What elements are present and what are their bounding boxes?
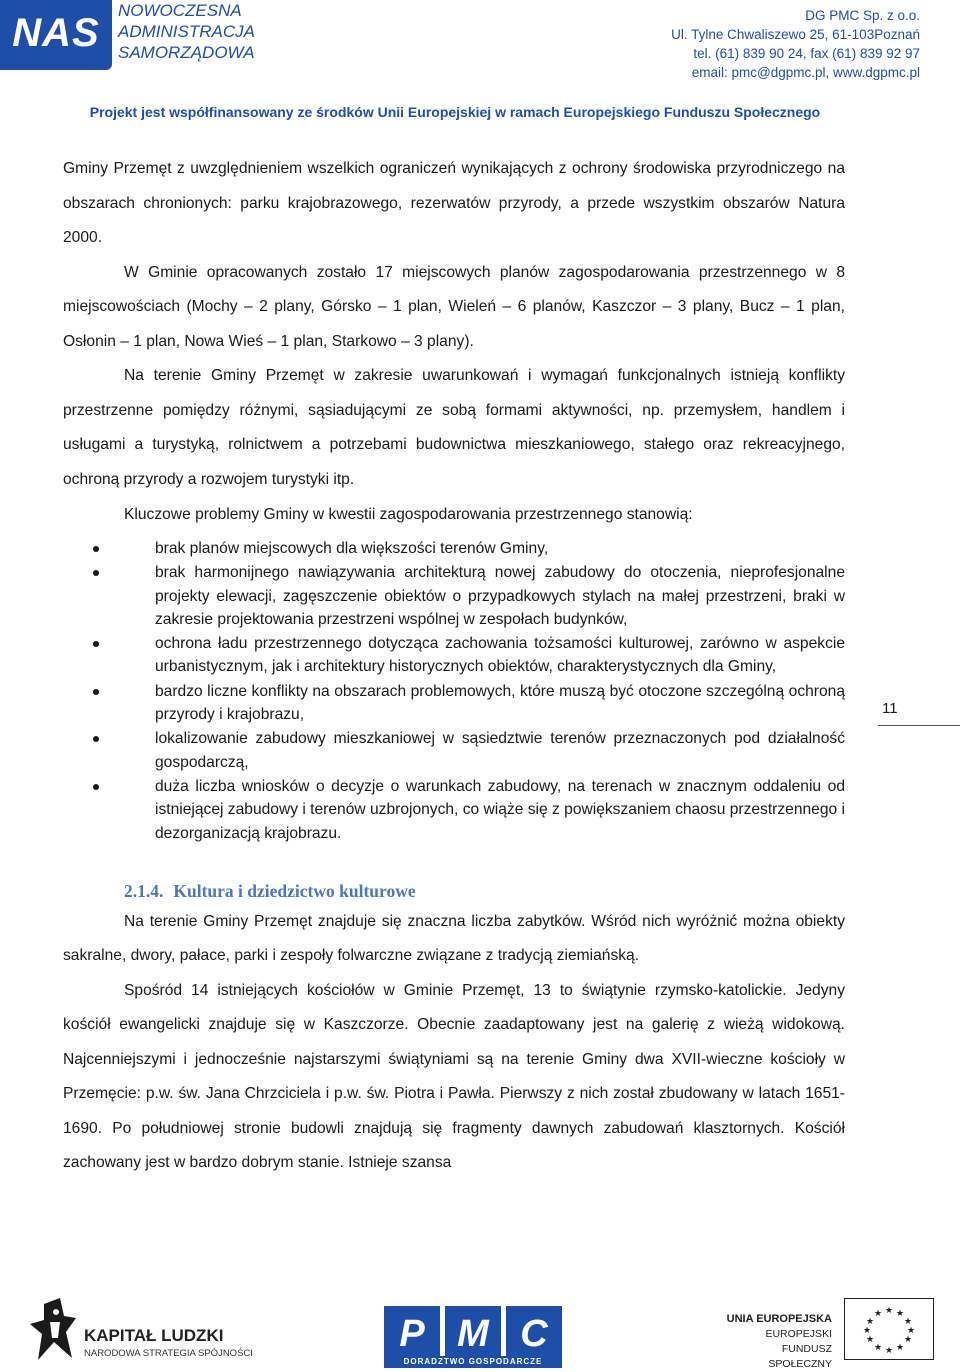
list-item <box>155 632 845 679</box>
nas-logo-text <box>118 0 318 63</box>
kapital-ludzki-title: KAPITAŁ LUDZKI <box>84 1326 224 1345</box>
pmc-subtitle: DORADZTWO GOSPODARCZE <box>384 1356 562 1368</box>
bullet-icon <box>93 570 99 576</box>
nas-logo-line: NOWOCZESNA <box>118 1 242 20</box>
svg-text:★: ★ <box>884 1346 894 1356</box>
svg-text:★: ★ <box>895 1309 905 1319</box>
bullet-icon <box>93 784 99 790</box>
page-number: 11 <box>878 700 960 726</box>
list-item <box>155 727 845 774</box>
section-number: 2.1.4. <box>124 880 164 901</box>
pmc-logo-m: M <box>457 1313 489 1355</box>
list-item-text: ochrona ładu przestrzennego dotycząca zachowania tożsamości kulturowej, zarówno w aspekcie urbanistycznym, jak i architektury historycznych obiektów, charakterystycznych dla Gminy, <box>155 635 845 676</box>
list-item <box>155 775 845 845</box>
pmc-logo-c: C <box>520 1313 548 1355</box>
svg-text:★: ★ <box>873 1309 883 1319</box>
bullet-icon <box>93 736 99 742</box>
pmc-logo <box>384 1306 562 1368</box>
section-title: Kultura i dziedzictwo kulturowe <box>173 880 416 901</box>
company-address: Ul. Tylne Chwaliszewo 25, 61-103Poznań <box>671 27 920 42</box>
svg-text:★: ★ <box>873 1343 883 1353</box>
svg-text:★: ★ <box>884 1306 894 1316</box>
svg-text:★: ★ <box>895 1343 905 1353</box>
nas-logo: NAS <box>0 0 112 70</box>
nas-logo-line: ADMINISTRACJA <box>118 22 255 41</box>
list-intro: Kluczowe problemy Gminy w kwestii zagospodarowania przestrzennego stanowią: <box>124 506 693 523</box>
paragraph: W Gminie opracowanych zostało 17 miejscowych planów zagospodarowania przestrzennego w 8 miejscowościach (Mochy – 2 plany, Górsko – 1 plan, Wieleń – 6 planów, Kaszczor – 3 plany, Bucz – 1 plan, Osłonin – 1 plan, Nowa Wieś – 1 plan, Starkowo – 3 plany). <box>63 263 845 350</box>
svg-text:★: ★ <box>906 1326 916 1336</box>
document-body <box>63 152 845 1181</box>
page-header <box>0 0 960 130</box>
list-item-text: brak harmonijnego nawiązywania architekturą nowej zabudowy do otoczenia, nieprofesjonalne projekty elewacji, zagęszczenie obiektów o przypadkowych stylach na małej przestrzeni, braki w zakresie projektowania przestrzeni wspólnej w zespołach budynków, <box>155 564 845 628</box>
list-item-text: brak planów miejscowych dla większości terenów Gminy, <box>155 540 549 557</box>
bullet-icon <box>93 689 99 695</box>
eu-line: EUROPEJSKI <box>765 1328 832 1340</box>
list-item-text: lokalizowanie zabudowy mieszkaniowej w sąsiedztwie terenów przeznaczonych pod działalność gospodarczą, <box>155 730 845 771</box>
bullet-icon <box>93 546 99 552</box>
bullet-icon <box>93 641 99 647</box>
problems-list <box>63 537 845 845</box>
svg-text:★: ★ <box>903 1335 913 1345</box>
svg-text:★: ★ <box>903 1317 913 1327</box>
eu-line: FUNDUSZ SPOŁECZNY <box>768 1343 832 1370</box>
pmc-logo-p: P <box>399 1313 425 1355</box>
svg-text:★: ★ <box>862 1326 872 1336</box>
list-item <box>155 537 845 560</box>
page-footer <box>0 1290 960 1371</box>
paragraph: Spośród 14 istniejących kościołów w Gminie Przemęt, 13 to świątynie rzymsko-katolickie. Jedyny kościół ewangelicki znajduje się w Kaszczorze. Obecnie zaadaptowany jest na galerię z wieżą widokową. Najcenniejszymi i jednocześnie najstarszymi świątyniami są na terenie Gminy dwa XVII-wieczne kościoły w Przemęcie: p.w. św. Jana Chrzciciela i p.w. św. Piotra i Pawła. Pierwszy z nich został zbudowany w latach 1651-1690. Po południowej stronie budowli znajdują się fragmenty dawnych zabudowań klasztornych. Kościół zachowany jest w bardzo dobrym stanie. Istnieje szansa <box>63 981 845 1172</box>
pmc-logo-letters <box>384 1306 562 1356</box>
paragraph: Na terenie Gminy Przemęt w zakresie uwarunkowań i wymagań funkcjonalnych istnieją konflikty przestrzenne pomiędzy różnymi, sąsiadującymi ze sobą formami aktywności, np. przemysłem, handlem i usługami a turystyką, rolnictwem a potrzebami budownictwa mieszkaniowego, stałego oraz rekreacyjnego, ochroną przyrody a rozwojem turystyki itp. <box>63 367 845 488</box>
paragraph: Na terenie Gminy Przemęt znajduje się znaczna liczba zabytków. Wśród nich wyróżnić można obiekty sakralne, dwory, pałace, parki i zespoły folwarczne związane z tradycją ziemiańską. <box>63 912 845 965</box>
company-contact-block <box>671 6 920 82</box>
kapital-ludzki-subtitle: NARODOWA STRATEGIA SPÓJNOŚCI <box>84 1348 253 1359</box>
paragraph: Gminy Przemęt z uwzględnieniem wszelkich ograniczeń wynikających z ochrony środowiska przyrodniczego na obszarach chronionych: parku krajobrazowego, rezerwatów przyrody, a przede wszystkim obszarów Natura 2000. <box>63 160 845 246</box>
list-item <box>155 680 845 727</box>
kapital-ludzki-emblem-icon <box>30 1298 80 1364</box>
company-phone: tel. (61) 839 90 24, fax (61) 839 92 97 <box>693 46 920 61</box>
kapital-ludzki-logo <box>30 1298 290 1364</box>
list-item <box>155 561 845 631</box>
svg-text:★: ★ <box>865 1317 875 1327</box>
section-heading <box>124 879 845 903</box>
nas-logo-line: SAMORZĄDOWA <box>118 43 255 62</box>
eu-text-block <box>720 1312 832 1372</box>
eu-flag-icon <box>844 1298 934 1360</box>
list-item-text: bardzo liczne konflikty na obszarach problemowych, które muszą być otoczone szczególną ochroną przyrody i krajobrazu, <box>155 682 845 724</box>
project-cofinancing-note: Projekt jest współfinansowany ze środków Unii Europejskiej w ramach Europejskiego Funduszu Społecznego <box>89 104 821 120</box>
list-item-text: duża liczba wniosków o decyzje o warunkach zabudowy, na terenach w znacznym oddaleniu od istniejącej zabudowy i terenów uzbrojonych, co wiąże się z powiększaniem chaosu przestrzennego i dezorganizacją krajobrazu. <box>155 777 845 842</box>
svg-text:★: ★ <box>865 1335 875 1345</box>
company-email: email: pmc@dgpmc.pl, www.dgpmc.pl <box>691 65 920 80</box>
eu-line: UNIA EUROPEJSKA <box>726 1313 832 1325</box>
company-name: DG PMC Sp. z o.o. <box>805 8 920 23</box>
